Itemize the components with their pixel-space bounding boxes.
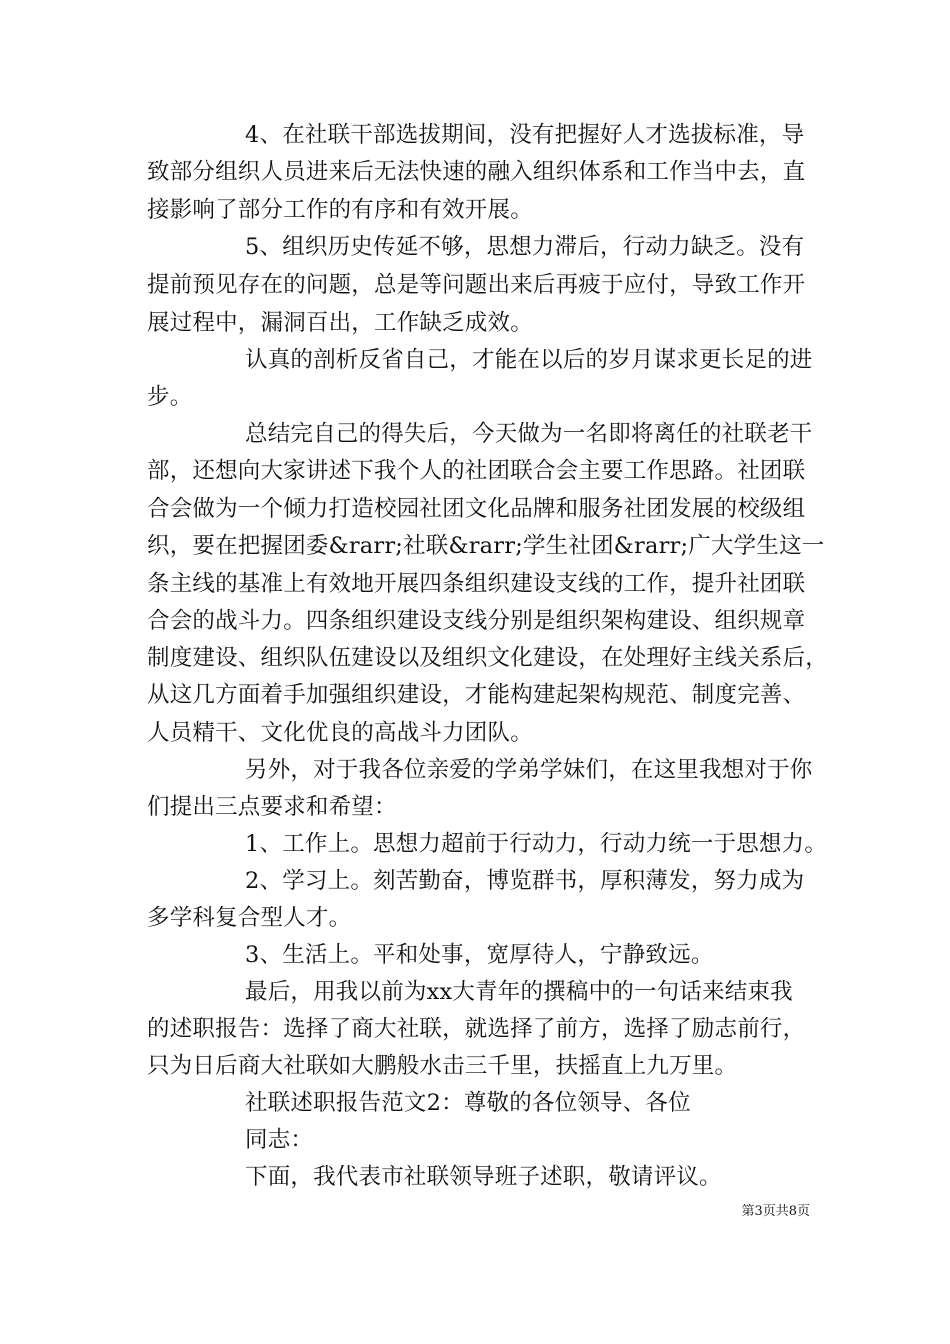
text-line: 4、在社联干部选拔期间，没有把握好人才选拔标准，导 [245, 122, 805, 148]
text-line: 人员精干、文化优良的高战斗力团队。 [147, 720, 533, 746]
text-line: 条主线的基准上有效地开展四条组织建设支线的工作，提升社团联 [147, 571, 806, 597]
text-line: 多学科复合型人才。 [147, 905, 352, 931]
text-line: 另外，对于我各位亲爱的学弟学妹们，在这里我想对于你 [245, 757, 813, 783]
text-line: 合会的战斗力。四条组织建设支线分别是组织架构建设、组织规章 [147, 608, 806, 634]
page-number: 第3页共8页 [741, 1204, 810, 1219]
text-line: 总结完自己的得失后，今天做为一名即将离任的社联老干 [245, 421, 813, 447]
text-line: 认真的剖析反省自己，才能在以后的岁月谋求更长足的进 [245, 347, 813, 373]
text-line: 织，要在把握团委&rarr;社联&rarr;学生社团&rarr;广大学生这一 [147, 533, 825, 559]
text-line: 只为日后商大社联如大鹏般水击三千里，扶摇直上九万里。 [147, 1053, 738, 1079]
text-line: 部，还想向大家讲述下我个人的社团联合会主要工作思路。社团联 [147, 458, 806, 484]
text-line: 3、生活上。平和处事，宽厚待人，宁静致远。 [245, 942, 714, 968]
text-line: 2、学习上。刻苦勤奋，博览群书，厚积薄发，努力成为 [245, 868, 805, 894]
text-line: 下面，我代表市社联领导班子述职，敬请评议。 [245, 1164, 722, 1190]
text-line: 步。 [147, 384, 193, 410]
text-line: 1、工作上。思想力超前于行动力，行动力统一于思想力。 [245, 831, 828, 857]
text-line: 社联述职报告范文2：尊敬的各位领导、各位 [245, 1090, 691, 1116]
text-line: 展过程中，漏洞百出，工作缺乏成效。 [147, 310, 533, 336]
text-line: 们提出三点要求和希望： [147, 794, 397, 820]
text-line: 5、组织历史传延不够，思想力滞后，行动力缺乏。没有 [245, 234, 805, 260]
text-line: 致部分组织人员进来后无法快速的融入组织体系和工作当中去，直 [147, 159, 806, 185]
text-line: 的述职报告：选择了商大社联，就选择了前方，选择了励志前行， [147, 1016, 806, 1042]
text-line: 同志： [245, 1127, 314, 1153]
text-line: 最后，用我以前为xx大青年的撰稿中的一句话来结束我 [245, 979, 793, 1005]
text-line: 合会做为一个倾力打造校园社团文化品牌和服务社团发展的校级组 [147, 496, 806, 522]
text-line: 从这几方面着手加强组织建设，才能构建起架构规范、制度完善、 [147, 682, 806, 708]
text-line: 提前预见存在的问题，总是等问题出来后再疲于应付，导致工作开 [147, 272, 806, 298]
text-line: 制度建设、组织队伍建设以及组织文化建设，在处理好主线关系后， [147, 645, 829, 671]
text-line: 接影响了部分工作的有序和有效开展。 [147, 197, 533, 223]
